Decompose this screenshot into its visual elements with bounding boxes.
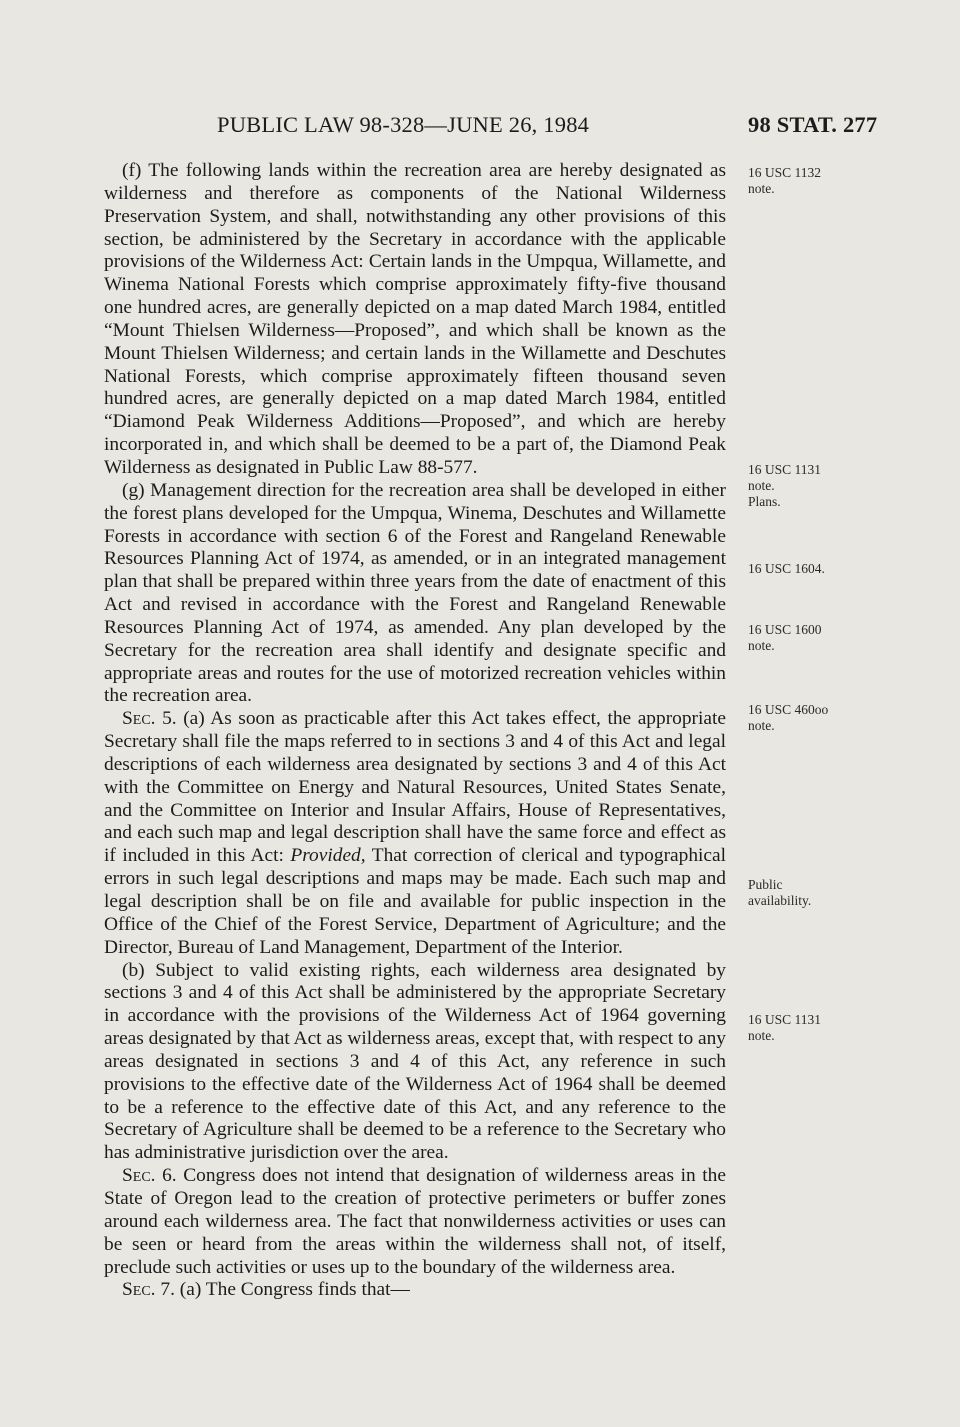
section-5-label: ec. 5. [132,708,177,730]
paragraph-g [104,480,726,708]
section-6-text: Congress does not intend that designation of wilderness areas in the State of Oregon lead to the creation of protective perimeters or buffer zones around each wilderness area. The fact that nonwilderness activities or uses can be seen or heard from the areas within the wilderness shall not, of itself, preclude such activities or uses up to the boundary of the wilderness area. [104,1165,726,1278]
margin-note-line: note. [748,181,775,196]
margin-note-line: note. [748,1028,775,1043]
margin-note-line: Plans. [748,494,781,509]
margin-note-16-usc-1131-plans [748,462,821,510]
section-5-lead: S [122,708,133,730]
margin-note-public-availability [748,877,811,909]
section-5-a [104,708,726,959]
margin-note-line: 16 USC 1600 [748,622,822,637]
section-7-label: ec. 7. [132,1279,175,1301]
paragraph-g-text: (g) Management direction for the recreation area shall be developed in either the forest plans developed for the Umpqua, Winema, Deschutes and Willamette Forests in accordance with section 6 of the Forest and Rangeland Renewable Resources Planning Act of 1974, as amended, or in an integrated management plan that shall be prepared within three years from the date of enactment of this Act and revised in accordance with the Forest and Rangeland Renewable Resources Planning Act of 1974, as amended. Any plan developed by the Secretary for the recreation area shall identify and designate specific and appropriate areas and routes for the use of motorized recreation vehicles within the recreation area. [104,479,726,707]
section-7-a-text: (a) The Congress finds that— [174,1279,410,1301]
margin-note-line: 16 USC 1131 [748,1012,822,1027]
page-header-title: PUBLIC LAW 98-328—JUNE 26, 1984 [217,112,590,137]
margin-note-line: 16 USC 1132 [748,165,822,180]
section-7-a [104,1279,726,1302]
section-6-label: ec. 6. [132,1165,177,1187]
margin-note-line: availability. [748,893,812,908]
running-head [0,112,960,146]
margin-note-16-usc-1131 [748,1012,821,1044]
section-6 [104,1165,726,1279]
section-7-lead: S [122,1279,133,1301]
section-5-a-text: (a) As soon as practicable after this Act takes effect, the appropriate Secretary shall file the maps referred to in sections 3 and 4 of this Act and legal descriptions of each wilderness area designated by sections 3 and 4 of this Act with the Committee on Energy and Natural Resources, United States Senate, and the Committee on Interior and Insular Affairs, House of Representatives, and each such map and legal description shall have the same force and effect as if included in this Act: [104,708,726,867]
paragraph-f-text: (f) The following lands within the recreation area are hereby designated as wilderness and therefore as components of the National Wilderness Preservation System, and shall, notwithstanding any other provisions of this section, be administered by the Secretary in accordance with the applicable provisions of the Wilderness Act: Certain lands in the Umpqua, Willamette, and Winema National Forests which comprise approximately fifty-five thousand one hundred acres, are generally depicted on a map dated March 1984, entitled “Mount Thielsen Wilderness—Proposed”, and which shall be known as the Mount Thielsen Wilderness; and certain lands in the Willamette and Deschutes National Forests, which comprise approximately fifteen thousand seven hundred acres, are generally depicted on a map dated March 1984, entitled “Diamond Peak Wilderness Additions—Proposed”, and which are hereby incorporated in, and which shall be deemed to be a part of, the Diamond Peak Wilderness as designated in Public Law 88-577. [104,160,726,478]
margin-note-line: note. [748,478,775,493]
section-5-b-text: (b) Subject to valid existing rights, each wilderness area designated by sections 3 and 4 of this Act shall be administered by the appropriate Secretary in accordance with the provisions of the Wilderness Act of 1964 governing areas designated by that Act as wilderness areas, except that, with respect to any areas designated in sections 3 and 4 of this Act, any reference in such provisions to the effective date of the Wilderness Act of 1964 shall be deemed to be a reference to the effective date of this Act, and any reference to the Secretary of Agriculture shall be deemed to be a reference to the Secretary who has administrative jurisdiction over the area. [104,959,726,1164]
margin-note-line: 16 USC 460oo [748,702,829,717]
margin-note-line: 16 USC 1604. [748,561,825,576]
margin-note-16-usc-1604 [748,561,825,577]
proviso-italic: Provided, [290,845,366,867]
margin-note-line: note. [748,718,775,733]
section-5-b [104,960,726,1166]
paragraph-f [104,160,726,480]
margin-note-16-usc-460oo [748,702,828,734]
statute-body [104,160,726,1302]
margin-note-line: 16 USC 1131 [748,462,822,477]
margin-note-16-usc-1132 [748,165,821,197]
margin-note-line: note. [748,638,775,653]
section-6-lead: S [122,1165,133,1187]
margin-note-16-usc-1600 [748,622,822,654]
margin-note-line: Public [748,877,783,892]
page-header-stat-number: 98 STAT. 277 [748,112,878,137]
section-5-a-text-continued: That correction of clerical and typographical errors in such legal descriptions and maps may be made. Each such map and legal description shall be on file and available for public inspection in the Office of the Chief of the Forest Service, Department of Agriculture; and the Director, Bureau of Land Management, Department of the Interior. [104,845,727,958]
